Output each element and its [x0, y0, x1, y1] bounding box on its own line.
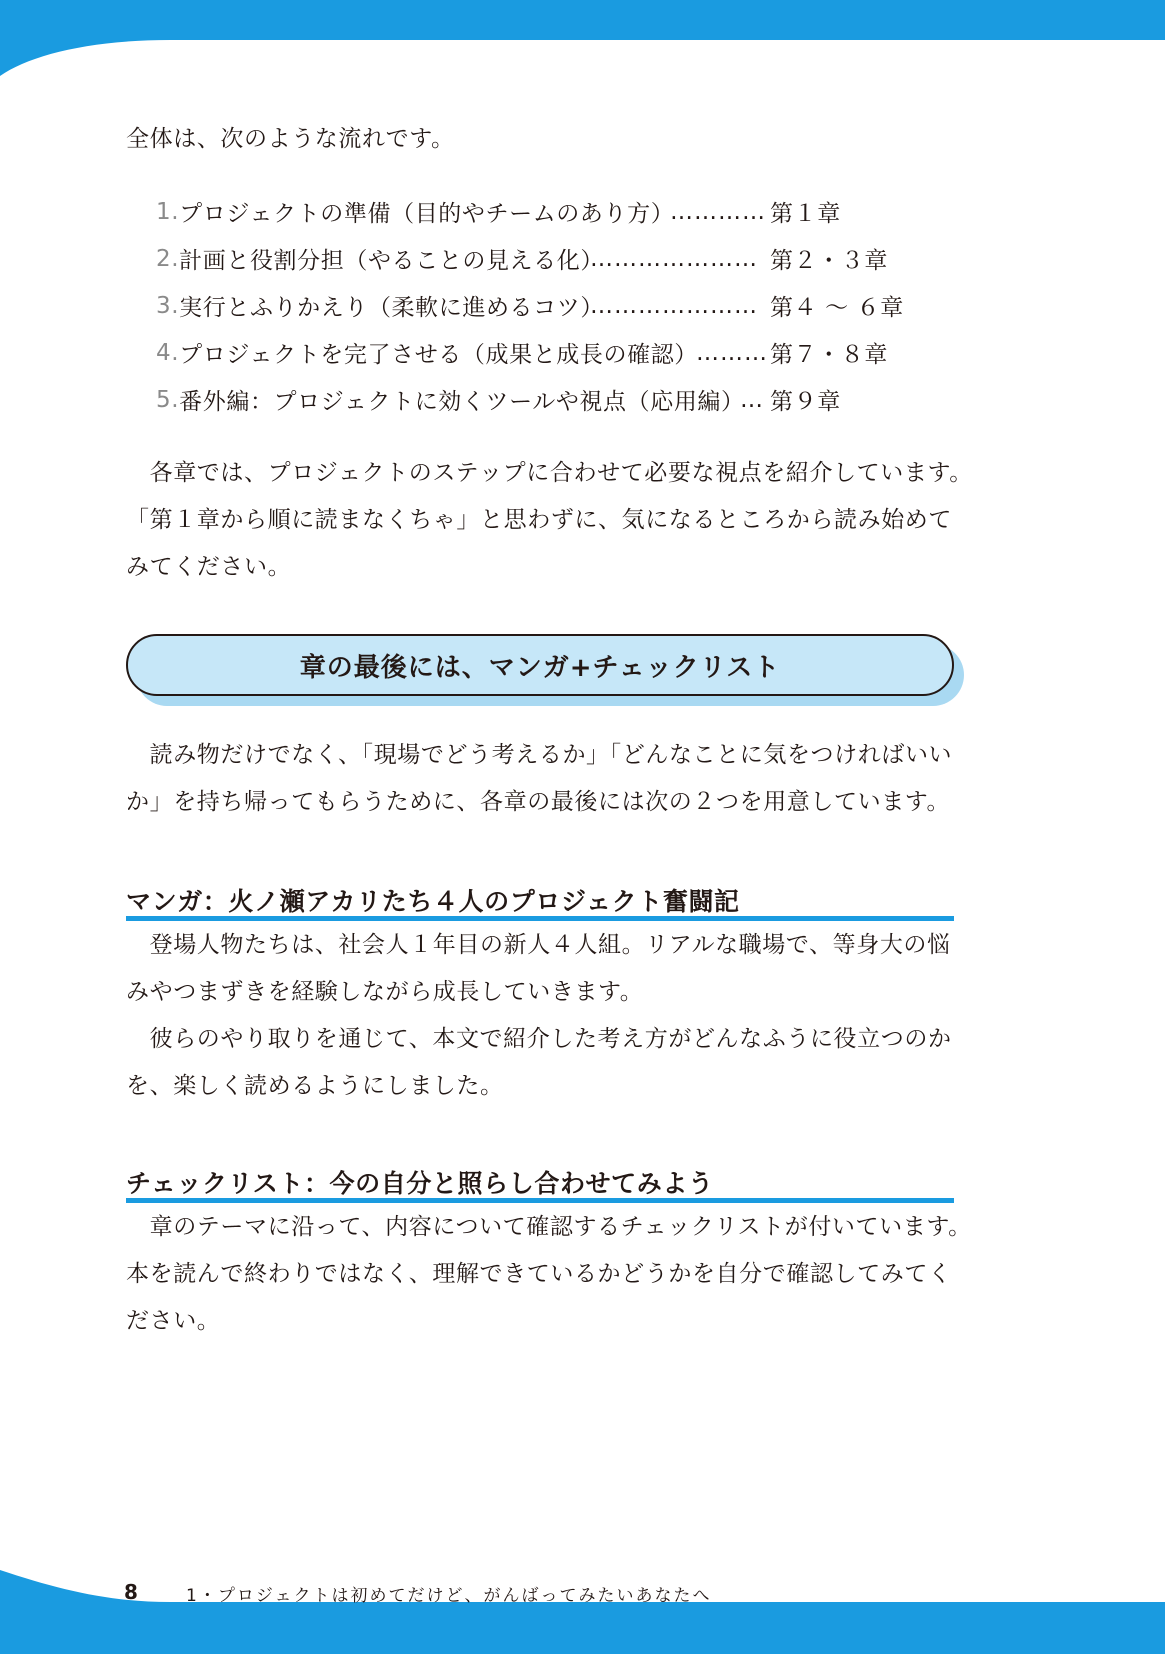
- list-item: [156, 235, 916, 282]
- body-paragraph-line: を、楽しく読めるようにしました。: [126, 1073, 504, 1099]
- leader-dots: …: [740, 386, 764, 413]
- body-paragraph-line: 「第１章から順に読まなくちゃ」と思わずに、気になるところから読み始めて: [126, 507, 952, 533]
- body-paragraph-line: 各章では、プロジェクトのステップに合わせて必要な視点を紹介しています。: [126, 460, 973, 486]
- item-number: 1.: [156, 198, 180, 225]
- list-item: [156, 329, 916, 376]
- item-chapter: 第７・８章: [770, 342, 888, 368]
- item-chapter: 第２・３章: [770, 248, 888, 274]
- leader-dots: …………………: [590, 245, 758, 272]
- leader-dots: …………………: [590, 292, 758, 319]
- leader-dots: …………: [670, 198, 766, 225]
- top-wave-band: [0, 0, 1165, 80]
- body-paragraph-line: 章のテーマに沿って、内容について確認するチェックリストが付いています。: [126, 1214, 972, 1240]
- item-chapter: 第４ ～ ６章: [770, 295, 904, 321]
- item-label: プロジェクトを完了させる（成果と成長の確認）: [179, 342, 698, 368]
- body-paragraph-line: みてください。: [126, 554, 292, 580]
- body-paragraph-line: ださい。: [126, 1308, 221, 1334]
- section-heading: マンガ：火ノ瀬アカリたち４人のプロジェクト奮闘記: [126, 887, 740, 916]
- page-number: 8: [124, 1580, 138, 1604]
- item-number: 5.: [156, 386, 180, 413]
- item-chapter: 第１章: [770, 201, 841, 227]
- intro-text: 全体は、次のような流れです。: [126, 126, 455, 152]
- item-label: 番外編：プロジェクトに効くツールや視点（応用編）: [179, 389, 745, 415]
- item-chapter: 第９章: [770, 389, 841, 415]
- item-number: 3.: [156, 292, 180, 319]
- heading-underline: [126, 916, 954, 921]
- body-paragraph-line: 彼らのやり取りを通じて、本文で紹介した考え方がどんなふうに役立つのか: [126, 1026, 952, 1052]
- item-label: 実行とふりかえり（柔軟に進めるコツ）: [179, 295, 604, 321]
- section-heading: チェックリスト：今の自分と照らし合わせてみよう: [126, 1169, 714, 1198]
- body-paragraph-line: 読み物だけでなく、「現場でどう考えるか」「どんなことに気をつければいい: [126, 742, 953, 768]
- body-paragraph-line: みやつまずきを経験しながら成長していきます。: [126, 979, 644, 1005]
- chapter-outline-list: [156, 188, 916, 423]
- item-number: 4.: [156, 339, 180, 366]
- running-footer-title: 1・プロジェクトは初めてだけど、がんばってみたいあなたへ: [186, 1586, 712, 1606]
- heading-underline: [126, 1198, 954, 1203]
- body-paragraph-line: か」を持ち帰ってもらうために、各章の最後には次の２つを用意しています。: [126, 789, 951, 815]
- body-paragraph-line: 本を読んで終わりではなく、理解できているかどうかを自分で確認してみてく: [126, 1261, 952, 1287]
- item-number: 2.: [156, 245, 180, 272]
- body-paragraph-line: 登場人物たちは、社会人１年目の新人４人組。リアルな職場で、等身大の悩: [126, 932, 951, 958]
- item-label: プロジェクトの準備（目的やチームのあり方）: [179, 201, 675, 227]
- list-item: [156, 282, 916, 329]
- item-label: 計画と役割分担（やることの見える化）: [179, 248, 604, 274]
- list-item: [156, 188, 916, 235]
- banner-title: 章の最後には、マンガ+チェックリスト: [299, 652, 781, 683]
- list-item: [156, 376, 916, 423]
- leader-dots: ………: [696, 339, 768, 366]
